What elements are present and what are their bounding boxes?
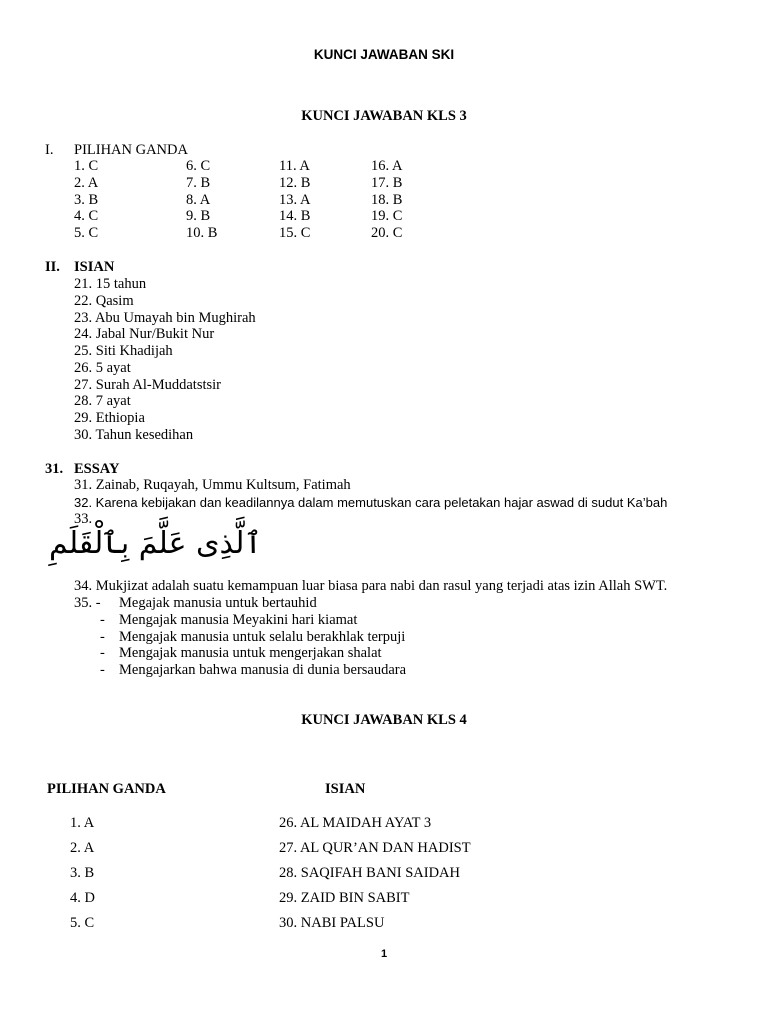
answer-item: 2. A xyxy=(74,175,99,191)
answer-item: 18. B xyxy=(371,192,403,208)
answer-item: 27. AL QUR’AN DAN HADIST xyxy=(279,840,471,856)
list-item: 25. Siti Khadijah xyxy=(74,343,173,359)
list-item: 29. Ethiopia xyxy=(74,410,145,426)
answer-item: 2. A xyxy=(70,840,95,856)
bullet-dash: - xyxy=(100,645,105,661)
list-item: 30. Tahun kesedihan xyxy=(74,427,194,443)
bullet-item: Mengajarkan bahwa manusia di dunia bersaudara xyxy=(119,662,407,678)
answer-item: 4. D xyxy=(70,890,95,906)
bullet-dash: - xyxy=(100,612,105,628)
answer-item: 7. B xyxy=(186,175,211,191)
answer-item: 1. A xyxy=(70,815,95,831)
answer-item: 3. B xyxy=(70,865,95,881)
isian-label: ISIAN xyxy=(325,781,366,797)
section-label: PILIHAN GANDA xyxy=(74,142,188,158)
essay-answer-33: 33. xyxy=(74,511,93,527)
section-label: ISIAN xyxy=(74,259,115,275)
list-item: 21. 15 tahun xyxy=(74,276,147,292)
answer-item: 5. C xyxy=(74,225,99,241)
essay-answer-34: 34. Mukjizat adalah suatu kemampuan luar biasa para nabi dan rasul yang terjadi atas izin Allah SWT. xyxy=(74,578,668,594)
list-item: 26. 5 ayat xyxy=(74,360,131,376)
answer-item: 6. C xyxy=(186,158,211,174)
essay-answer-31: 31. Zainab, Ruqayah, Ummu Kultsum, Fatimah xyxy=(74,477,351,493)
list-item: 27. Surah Al-Muddatstsir xyxy=(74,377,222,393)
answer-item: 1. C xyxy=(74,158,99,174)
document-title: KUNCI JAWABAN SKI xyxy=(313,47,455,62)
list-item: 24. Jabal Nur/Bukit Nur xyxy=(74,326,215,342)
answer-item: 26. AL MAIDAH AYAT 3 xyxy=(279,815,432,831)
bullet-item: Mengajak manusia Meyakini hari kiamat xyxy=(119,612,358,628)
list-item: 22. Qasim xyxy=(74,293,134,309)
list-item: 23. Abu Umayah bin Mughirah xyxy=(74,310,256,326)
section-numeral: 31. xyxy=(45,461,64,477)
answer-item: 13. A xyxy=(279,192,311,208)
answer-item: 19. C xyxy=(371,208,403,224)
answer-item: 5. C xyxy=(70,915,95,931)
bullet-dash: - xyxy=(100,662,105,678)
answer-item: 12. B xyxy=(279,175,311,191)
list-item: 28. 7 ayat xyxy=(74,393,131,409)
section-label: ESSAY xyxy=(74,461,120,477)
arabic-verse: ٱلَّذِى عَلَّمَ بِٱلْقَلَمِ xyxy=(49,526,262,561)
answer-item: 16. A xyxy=(371,158,403,174)
section-numeral: II. xyxy=(45,259,60,275)
answer-item: 4. C xyxy=(74,208,99,224)
answer-item: 30. NABI PALSU xyxy=(279,915,385,931)
answer-item: 15. C xyxy=(279,225,311,241)
answer-item: 10. B xyxy=(186,225,218,241)
bullet-item: Mengajak manusia untuk mengerjakan shalat xyxy=(119,645,382,661)
answer-item: 8. A xyxy=(186,192,211,208)
kls3-heading: KUNCI JAWABAN KLS 3 xyxy=(301,108,467,124)
essay-answer-32: 32. Karena kebijakan dan keadilannya dalam memutuskan cara peletakan hajar aswad di sudut Ka’bah xyxy=(74,495,668,510)
answer-item: 11. A xyxy=(279,158,310,174)
answer-item: 20. C xyxy=(371,225,403,241)
kls4-heading: KUNCI JAWABAN KLS 4 xyxy=(301,712,467,728)
answer-item: 29. ZAID BIN SABIT xyxy=(279,890,410,906)
answer-item: 17. B xyxy=(371,175,403,191)
answer-item: 3. B xyxy=(74,192,99,208)
pg-label: PILIHAN GANDA xyxy=(47,781,166,797)
essay-answer-35-number: 35. - xyxy=(74,595,101,611)
answer-item: 14. B xyxy=(279,208,311,224)
bullet-item: Mengajak manusia untuk selalu berakhlak terpuji xyxy=(119,629,406,645)
section-numeral: I. xyxy=(45,142,54,158)
answer-item: 9. B xyxy=(186,208,211,224)
bullet-dash: - xyxy=(100,629,105,645)
bullet-item: Megajak manusia untuk bertauhid xyxy=(119,595,317,611)
answer-item: 28. SAQIFAH BANI SAIDAH xyxy=(279,865,460,881)
page-number: 1 xyxy=(380,948,388,960)
